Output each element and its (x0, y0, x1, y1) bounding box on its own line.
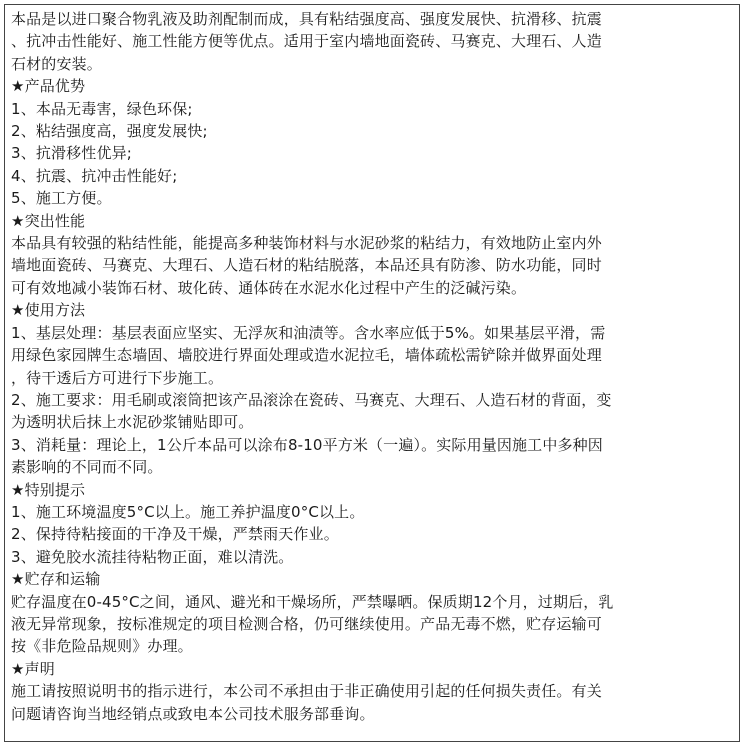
section-heading: ★特别提示 (11, 480, 86, 499)
text-line: 墙地面瓷砖、马赛克、大理石、人造石材的粘结脱落，本品还具有防渗、防水功能，同时 (11, 256, 602, 275)
section-heading: ★产品优势 (11, 77, 86, 96)
list-item: 1、本品无毒害，绿色环保; (11, 99, 193, 118)
text-line: 为透明状后抹上水泥砂浆铺贴即可。 (11, 413, 254, 432)
document-frame (4, 4, 740, 742)
text-line: 按《非危险品规则》办理。 (11, 637, 193, 656)
list-item: 2、粘结强度高，强度发展快; (11, 122, 208, 141)
section-heading: ★贮存和运输 (11, 570, 101, 589)
text-line: 石材的安装。 (11, 54, 102, 73)
list-item: 1、施工环境温度5°C以上。施工养护温度0°C以上。 (11, 502, 365, 521)
list-item: 4、抗震、抗冲击性能好; (11, 166, 178, 185)
list-item: 3、抗滑移性优异; (11, 144, 132, 163)
text-line: 施工请按照说明书的指示进行，本公司不承担由于非正确使用引起的任何损失责任。有关 (11, 682, 602, 701)
text-line: 本品是以进口聚合物乳液及助剂配制而成，具有粘结强度高、强度发展快、抗滑移、抗震 (11, 10, 602, 28)
text-line: ，待干透后方可进行下步施工。 (11, 368, 224, 387)
text-line: 素影响的不同而不同。 (11, 458, 163, 477)
list-item: 5、施工方便。 (11, 189, 112, 208)
section-heading: ★声明 (11, 659, 55, 678)
text-line: 液无异常现象，按标准规定的项目检测合格，仍可继续使用。产品无毒不燃，贮存运输可 (11, 614, 602, 633)
list-item: 2、施工要求：用毛刷或滚筒把该产品滚涂在瓷砖、马赛克、大理石、人造石材的背面，变 (11, 390, 612, 409)
section-heading: ★使用方法 (11, 301, 86, 320)
text-line: 、抗冲击性能好、施工性能方便等优点。适用于室内墙地面瓷砖、马赛克、大理石、人造 (11, 32, 602, 51)
list-item: 1、基层处理：基层表面应坚实、无浮灰和油渍等。含水率应低于5%。如果基层平滑，需 (11, 323, 606, 342)
text-line: 问题请咨询当地经销点或致电本公司技术服务部垂询。 (11, 704, 375, 723)
text-line: 本品具有较强的粘结性能，能提高多种装饰材料与水泥砂浆的粘结力，有效地防止室内外 (11, 234, 602, 253)
text-line: 可有效地减小装饰石材、玻化砖、通体砖在水泥水化过程中产生的泛碱污染。 (11, 278, 527, 297)
list-item: 3、消耗量：理论上，1公斤本品可以涂布8-10平方米（一遍）。实际用量因施工中多种因 (11, 435, 603, 454)
list-item: 2、保持待粘接面的干净及干燥，严禁雨天作业。 (11, 525, 339, 544)
section-heading: ★突出性能 (11, 211, 86, 230)
list-item: 3、避免胶水流挂待粘物正面，难以清洗。 (11, 547, 294, 566)
text-line: 贮存温度在0-45°C之间，通风、避光和干燥场所，严禁曝晒。保质期12个月，过期后，乳 (11, 592, 614, 611)
text-line: 用绿色家园牌生态墙固、墙胶进行界面处理或造水泥拉毛，墙体疏松需铲除并做界面处理 (11, 346, 602, 365)
